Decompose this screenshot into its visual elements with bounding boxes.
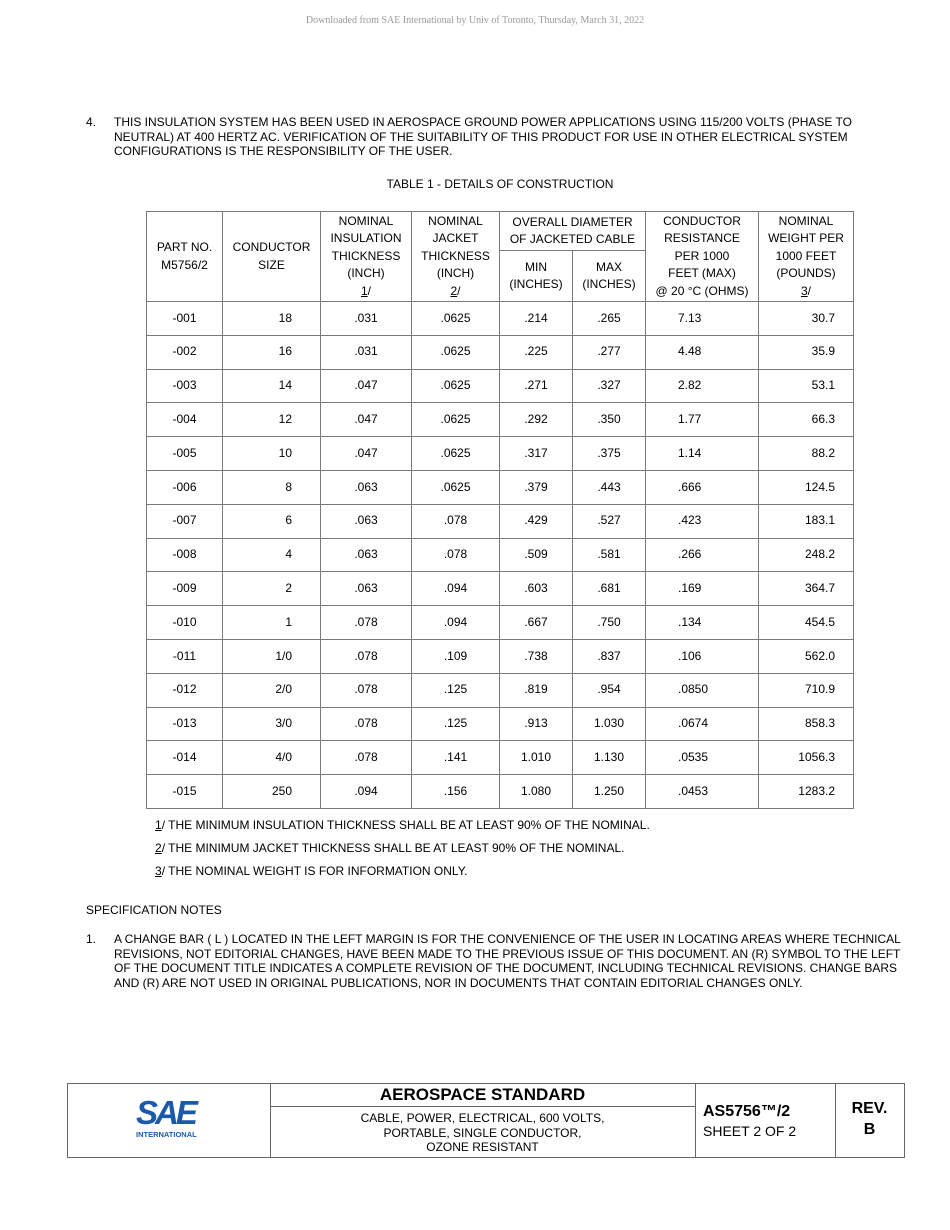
note-4 — [86, 115, 906, 159]
cell-size: 3/0 — [223, 707, 321, 741]
cell-max: 1.250 — [573, 775, 646, 809]
cell-res: .134 — [646, 606, 759, 640]
cell-weight: 454.5 — [759, 606, 854, 640]
cell-max: .265 — [573, 302, 646, 336]
cell-ins: .063 — [321, 538, 412, 572]
cell-min: .225 — [500, 335, 573, 369]
cell-min: .509 — [500, 538, 573, 572]
cell-size: 12 — [223, 403, 321, 437]
footnote-1: 1/ THE MINIMUM INSULATION THICKNESS SHALL BE AT LEAST 90% OF THE NOMINAL. — [155, 818, 650, 832]
cell-ins: .031 — [321, 335, 412, 369]
cell-min: .379 — [500, 470, 573, 504]
cell-weight: 858.3 — [759, 707, 854, 741]
cell-part: -004 — [147, 403, 223, 437]
cell-max: .954 — [573, 673, 646, 707]
header-max-inches: MAX (INCHES) — [573, 251, 646, 302]
cell-jacket: .094 — [412, 606, 500, 640]
table-body — [147, 302, 854, 809]
cell-size: 10 — [223, 437, 321, 471]
cell-max: .527 — [573, 504, 646, 538]
cell-part: -009 — [147, 572, 223, 606]
cell-jacket: .0625 — [412, 335, 500, 369]
cell-size: 14 — [223, 369, 321, 403]
header-overall-diameter: OVERALL DIAMETER OF JACKETED CABLE — [500, 212, 646, 251]
cell-res: .0453 — [646, 775, 759, 809]
revision-cell — [835, 1084, 904, 1157]
cell-part: -002 — [147, 335, 223, 369]
cell-res: .266 — [646, 538, 759, 572]
cell-size: 16 — [223, 335, 321, 369]
construction-table — [146, 211, 854, 809]
note-1-number: 1. — [86, 932, 97, 946]
cell-ins: .047 — [321, 437, 412, 471]
table-row — [147, 538, 854, 572]
cell-ins: .078 — [321, 707, 412, 741]
cell-jacket: .0625 — [412, 403, 500, 437]
cell-jacket: .109 — [412, 639, 500, 673]
cell-size: 4 — [223, 538, 321, 572]
cell-min: .667 — [500, 606, 573, 640]
cell-ins: .047 — [321, 369, 412, 403]
cell-min: 1.080 — [500, 775, 573, 809]
cell-max: .581 — [573, 538, 646, 572]
cell-res: .106 — [646, 639, 759, 673]
cell-res: 1.14 — [646, 437, 759, 471]
cell-min: 1.010 — [500, 741, 573, 775]
cell-max: .277 — [573, 335, 646, 369]
cell-res: 2.82 — [646, 369, 759, 403]
header-part-no: PART NO. M5756/2 — [147, 212, 223, 302]
cell-max: .443 — [573, 470, 646, 504]
cell-res: .666 — [646, 470, 759, 504]
cell-max: .350 — [573, 403, 646, 437]
cell-size: 2 — [223, 572, 321, 606]
cell-ins: .078 — [321, 639, 412, 673]
cell-jacket: .094 — [412, 572, 500, 606]
cell-weight: 248.2 — [759, 538, 854, 572]
cell-weight: 1283.2 — [759, 775, 854, 809]
table-row — [147, 302, 854, 336]
sae-logo — [68, 1084, 271, 1157]
document-description: CABLE, POWER, ELECTRICAL, 600 VOLTS, PORTABLE, SINGLE CONDUCTOR, OZONE RESISTANT — [360, 1111, 605, 1154]
cell-res: .0850 — [646, 673, 759, 707]
cell-part: -014 — [147, 741, 223, 775]
cell-res: .0674 — [646, 707, 759, 741]
document-heading: AEROSPACE STANDARD — [270, 1084, 695, 1107]
table-row — [147, 673, 854, 707]
cell-ins: .078 — [321, 741, 412, 775]
cell-part: -010 — [147, 606, 223, 640]
cell-jacket: .0625 — [412, 302, 500, 336]
sae-logo-mark: SAE — [136, 1094, 195, 1131]
document-number: AS5756™/2 — [703, 1103, 791, 1120]
cell-min: .913 — [500, 707, 573, 741]
cell-min: .819 — [500, 673, 573, 707]
cell-max: .375 — [573, 437, 646, 471]
cell-size: 4/0 — [223, 741, 321, 775]
table-row — [147, 606, 854, 640]
cell-weight: 562.0 — [759, 639, 854, 673]
cell-jacket: .078 — [412, 538, 500, 572]
cell-max: 1.130 — [573, 741, 646, 775]
cell-min: .214 — [500, 302, 573, 336]
header-min-inches: MIN (INCHES) — [500, 251, 573, 302]
cell-ins: .047 — [321, 403, 412, 437]
header-conductor-resistance: CONDUCTOR RESISTANCE PER 1000 FEET (MAX) @ 20 °C (OHMS) — [646, 212, 759, 302]
cell-part: -001 — [147, 302, 223, 336]
revision-label: REV. — [851, 1100, 888, 1117]
cell-part: -011 — [147, 639, 223, 673]
cell-min: .738 — [500, 639, 573, 673]
cell-jacket: .0625 — [412, 369, 500, 403]
table-footnotes — [155, 818, 650, 887]
table-row — [147, 335, 854, 369]
table-row — [147, 369, 854, 403]
table-row — [147, 639, 854, 673]
cell-weight: 88.2 — [759, 437, 854, 471]
table-row — [147, 470, 854, 504]
table-row — [147, 707, 854, 741]
specification-notes-title: SPECIFICATION NOTES — [86, 903, 222, 917]
download-watermark: Downloaded from SAE International by Univ of Toronto, Thursday, March 31, 2022 — [305, 15, 645, 26]
cell-jacket: .156 — [412, 775, 500, 809]
cell-weight: 66.3 — [759, 403, 854, 437]
sheet-number: SHEET 2 OF 2 — [703, 1123, 797, 1139]
cell-min: .292 — [500, 403, 573, 437]
cell-jacket: .078 — [412, 504, 500, 538]
cell-weight: 30.7 — [759, 302, 854, 336]
table-row — [147, 437, 854, 471]
cell-jacket: .125 — [412, 673, 500, 707]
header-jacket-thickness: NOMINAL JACKET THICKNESS (INCH) 2/ — [412, 212, 500, 302]
cell-ins: .063 — [321, 572, 412, 606]
note-1-text: A CHANGE BAR ( L ) LOCATED IN THE LEFT MARGIN IS FOR THE CONVENIENCE OF THE USER IN LOCATING AREAS WHERE TECHNICAL REVISIONS, NOT EDITORIAL CHANGES, HAVE BEEN MADE TO THE PREVIOUS ISSUE OF THIS DOCUMENT. AN (R) SYMBOL TO THE LEFT OF THE DOCUMENT TITLE INDICATES A COMPLETE REVISION OF THE DOCUMENT, INCLUDING TECHNICAL REVISIONS. CHANGE BARS AND (R) ARE NOT USED IN ORIGINAL PUBLICATIONS, NOR IN DOCUMENTS THAT CONTAIN EDITORIAL CHANGES ONLY. — [114, 932, 901, 990]
cell-res: .423 — [646, 504, 759, 538]
cell-jacket: .141 — [412, 741, 500, 775]
cell-max: .837 — [573, 639, 646, 673]
cell-size: 1 — [223, 606, 321, 640]
cell-jacket: .125 — [412, 707, 500, 741]
cell-weight: 710.9 — [759, 673, 854, 707]
cell-res: 7.13 — [646, 302, 759, 336]
cell-min: .317 — [500, 437, 573, 471]
specification-note-1 — [86, 932, 906, 990]
note-4-number: 4. — [86, 115, 97, 129]
cell-max: .681 — [573, 572, 646, 606]
cell-part: -013 — [147, 707, 223, 741]
table-row — [147, 403, 854, 437]
document-number-cell — [695, 1084, 836, 1157]
cell-ins: .031 — [321, 302, 412, 336]
cell-weight: 53.1 — [759, 369, 854, 403]
cell-part: -003 — [147, 369, 223, 403]
table-row — [147, 572, 854, 606]
cell-size: 250 — [223, 775, 321, 809]
cell-res: 4.48 — [646, 335, 759, 369]
footnote-3: 3/ THE NOMINAL WEIGHT IS FOR INFORMATION ONLY. — [155, 864, 468, 878]
cell-ins: .063 — [321, 470, 412, 504]
cell-ins: .078 — [321, 673, 412, 707]
cell-weight: 364.7 — [759, 572, 854, 606]
cell-min: .429 — [500, 504, 573, 538]
cell-res: .0535 — [646, 741, 759, 775]
cell-weight: 35.9 — [759, 335, 854, 369]
cell-max: .750 — [573, 606, 646, 640]
document-title-cell — [270, 1084, 696, 1157]
cell-res: 1.77 — [646, 403, 759, 437]
cell-jacket: .0625 — [412, 470, 500, 504]
cell-part: -012 — [147, 673, 223, 707]
cell-ins: .078 — [321, 606, 412, 640]
cell-max: 1.030 — [573, 707, 646, 741]
table-row — [147, 504, 854, 538]
table-row — [147, 775, 854, 809]
footnote-2: 2/ THE MINIMUM JACKET THICKNESS SHALL BE AT LEAST 90% OF THE NOMINAL. — [155, 841, 625, 855]
cell-size: 8 — [223, 470, 321, 504]
cell-max: .327 — [573, 369, 646, 403]
cell-weight: 183.1 — [759, 504, 854, 538]
cell-weight: 1056.3 — [759, 741, 854, 775]
cell-size: 1/0 — [223, 639, 321, 673]
header-nominal-weight: NOMINAL WEIGHT PER 1000 FEET (POUNDS) 3/ — [759, 212, 854, 302]
cell-ins: .094 — [321, 775, 412, 809]
revision-value: B — [863, 1121, 876, 1138]
header-insulation-thickness: NOMINAL INSULATION THICKNESS (INCH) 1/ — [321, 212, 412, 302]
cell-part: -006 — [147, 470, 223, 504]
cell-part: -007 — [147, 504, 223, 538]
cell-size: 18 — [223, 302, 321, 336]
cell-res: .169 — [646, 572, 759, 606]
table-title: TABLE 1 - DETAILS OF CONSTRUCTION — [386, 177, 614, 191]
header-conductor-size: CONDUCTOR SIZE — [223, 212, 321, 302]
cell-min: .603 — [500, 572, 573, 606]
cell-ins: .063 — [321, 504, 412, 538]
table-row — [147, 741, 854, 775]
cell-part: -008 — [147, 538, 223, 572]
sae-logo-text: INTERNATIONAL — [136, 1130, 197, 1139]
cell-size: 6 — [223, 504, 321, 538]
cell-min: .271 — [500, 369, 573, 403]
cell-part: -005 — [147, 437, 223, 471]
cell-weight: 124.5 — [759, 470, 854, 504]
cell-part: -015 — [147, 775, 223, 809]
note-4-text: THIS INSULATION SYSTEM HAS BEEN USED IN AEROSPACE GROUND POWER APPLICATIONS USING 115/200 VOLTS (PHASE TO NEUTRAL) AT 400 HERTZ AC. VERIFICATION OF THE SUITABILITY OF THIS PRODUCT FOR USE IN OTHER ELECTRICAL SYSTEM CONFIGURATIONS IS THE RESPONSIBILITY OF THE USER. — [114, 115, 852, 158]
cell-jacket: .0625 — [412, 437, 500, 471]
cell-size: 2/0 — [223, 673, 321, 707]
title-block — [67, 1083, 905, 1158]
